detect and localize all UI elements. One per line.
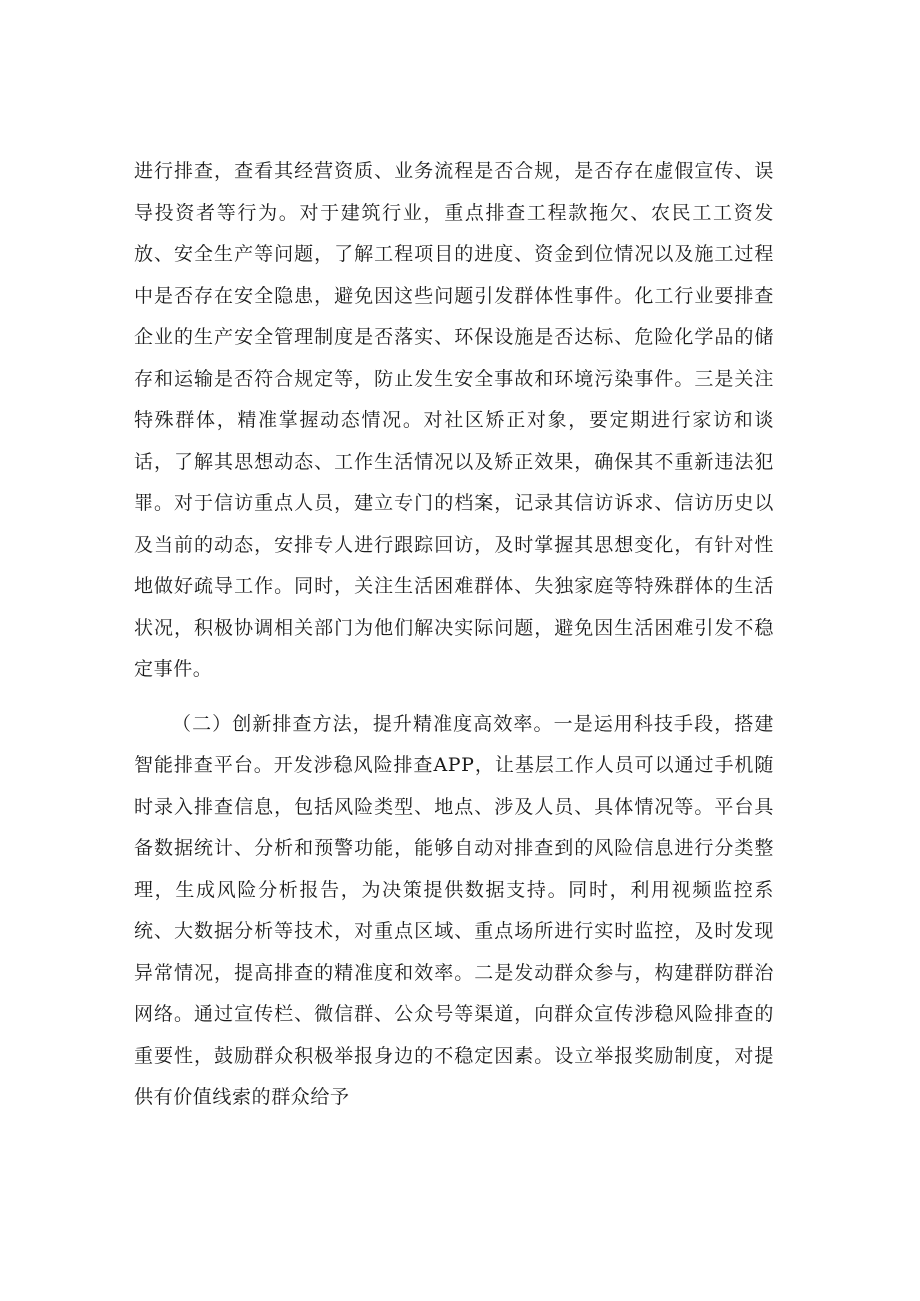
paragraph-section-two: （二）创新排查方法，提升精准度高效率。一是运用科技手段，搭建智能排查平台。开发涉稳风险排查APP，让基层工作人员可以通过手机随时录入排查信息，包括风险类型、地点、涉及人员、具体情况等。平台具备数据统计、分析和预警功能，能够自动对排查到的风险信息进行分类整理，生成风险分析报告，为决策提供数据支持。同时，利用视频监控系统、大数据分析等技术，对重点区域、重点场所进行实时监控，及时发现异常情况，提高排查的精准度和效率。二是发动群众参与，构建群防群治网络。通过宣传栏、微信群、公众号等渠道，向群众宣传涉稳风险排查的重要性，鼓励群众积极举报身边的不稳定因素。设立举报奖励制度，对提供有价值线索的群众给予 xyxy=(134,712,774,1108)
paragraph-continuation: 进行排查，查看其经营资质、业务流程是否合规，是否存在虚假宣传、误导投资者等行为。对于建筑行业，重点排查工程款拖欠、农民工工资发放、安全生产等问题，了解工程项目的进度、资金到位情况以及施工过程中是否存在安全隐患，避免因这些问题引发群体性事件。化工行业要排查企业的生产安全管理制度是否落实、环保设施是否达标、危险化学品的储存和运输是否符合规定等，防止发生安全事故和环境污染事件。三是关注特殊群体，精准掌握动态情况。对社区矫正对象，要定期进行家访和谈话，了解其思想动态、工作生活情况以及矫正效果，确保其不重新违法犯罪。对于信访重点人员，建立专门的档案，记录其信访诉求、信访历史以及当前的动态，安排专人进行跟踪回访，及时掌握其思想变化，有针对性地做好疏导工作。同时，关注生活困难群体、失独家庭等特殊群体的生活状况，积极协调相关部门为他们解决实际问题，避免因生活困难引发不稳定事件。 xyxy=(134,160,774,680)
document-body xyxy=(134,151,774,1119)
